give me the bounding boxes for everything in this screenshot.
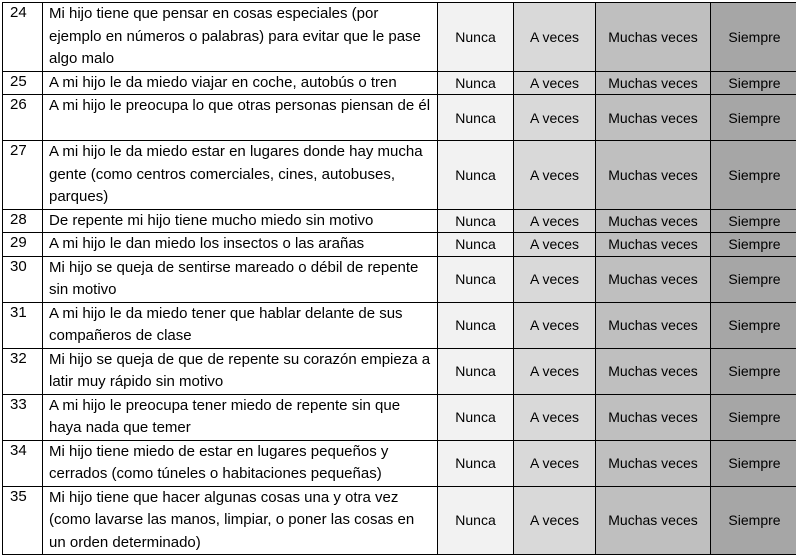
item-number: 35 (3, 486, 43, 555)
option-a-veces[interactable]: A veces (514, 209, 596, 233)
option-siempre[interactable]: Siempre (711, 233, 796, 257)
item-number: 25 (3, 71, 43, 95)
option-nunca[interactable]: Nunca (438, 348, 514, 394)
option-muchas-veces[interactable]: Muchas veces (596, 141, 711, 210)
table-row (3, 256, 796, 302)
option-siempre[interactable]: Siempre (711, 256, 796, 302)
item-statement: Mi hijo tiene que pensar en cosas especiales (por ejemplo en números o palabras) para evitar que le pase algo malo (43, 3, 438, 72)
item-number: 28 (3, 209, 43, 233)
option-muchas-veces[interactable]: Muchas veces (596, 394, 711, 440)
item-statement: A mi hijo le da miedo estar en lugares donde hay mucha gente (como centros comerciales, cines, autobuses, parques) (43, 141, 438, 210)
option-siempre[interactable]: Siempre (711, 3, 796, 72)
option-siempre[interactable]: Siempre (711, 486, 796, 555)
table-row (3, 141, 796, 210)
table-row (3, 95, 796, 141)
item-number: 32 (3, 348, 43, 394)
option-nunca[interactable]: Nunca (438, 141, 514, 210)
option-muchas-veces[interactable]: Muchas veces (596, 71, 711, 95)
option-nunca[interactable]: Nunca (438, 95, 514, 141)
item-statement: A mi hijo le da miedo viajar en coche, autobús o tren (43, 71, 438, 95)
option-nunca[interactable]: Nunca (438, 209, 514, 233)
item-statement: Mi hijo tiene que hacer algunas cosas una y otra vez (como lavarse las manos, limpiar, o poner las cosas en un orden determinado) (43, 486, 438, 555)
option-siempre[interactable]: Siempre (711, 209, 796, 233)
table-row (3, 233, 796, 257)
item-number: 30 (3, 256, 43, 302)
option-nunca[interactable]: Nunca (438, 233, 514, 257)
option-a-veces[interactable]: A veces (514, 95, 596, 141)
item-number: 27 (3, 141, 43, 210)
option-siempre[interactable]: Siempre (711, 71, 796, 95)
option-muchas-veces[interactable]: Muchas veces (596, 440, 711, 486)
table-row (3, 209, 796, 233)
option-a-veces[interactable]: A veces (514, 348, 596, 394)
option-nunca[interactable]: Nunca (438, 302, 514, 348)
table-row (3, 302, 796, 348)
item-number: 31 (3, 302, 43, 348)
item-statement: A mi hijo le da miedo tener que hablar delante de sus compañeros de clase (43, 302, 438, 348)
table-row (3, 440, 796, 486)
item-number: 24 (3, 3, 43, 72)
option-muchas-veces[interactable]: Muchas veces (596, 95, 711, 141)
item-statement: Mi hijo tiene miedo de estar en lugares pequeños y cerrados (como túneles o habitaciones pequeñas) (43, 440, 438, 486)
table-row (3, 394, 796, 440)
option-siempre[interactable]: Siempre (711, 440, 796, 486)
option-muchas-veces[interactable]: Muchas veces (596, 233, 711, 257)
option-nunca[interactable]: Nunca (438, 71, 514, 95)
item-statement: Mi hijo se queja de sentirse mareado o débil de repente sin motivo (43, 256, 438, 302)
option-siempre[interactable]: Siempre (711, 141, 796, 210)
option-a-veces[interactable]: A veces (514, 486, 596, 555)
item-statement: A mi hijo le preocupa lo que otras personas piensan de él (43, 95, 438, 141)
item-statement: Mi hijo se queja de que de repente su corazón empieza a latir muy rápido sin motivo (43, 348, 438, 394)
option-nunca[interactable]: Nunca (438, 3, 514, 72)
item-number: 26 (3, 95, 43, 141)
option-siempre[interactable]: Siempre (711, 95, 796, 141)
option-muchas-veces[interactable]: Muchas veces (596, 256, 711, 302)
option-muchas-veces[interactable]: Muchas veces (596, 348, 711, 394)
option-nunca[interactable]: Nunca (438, 486, 514, 555)
table-row (3, 71, 796, 95)
option-muchas-veces[interactable]: Muchas veces (596, 3, 711, 72)
option-muchas-veces[interactable]: Muchas veces (596, 486, 711, 555)
option-nunca[interactable]: Nunca (438, 256, 514, 302)
item-statement: A mi hijo le dan miedo los insectos o las arañas (43, 233, 438, 257)
table-row (3, 486, 796, 555)
option-a-veces[interactable]: A veces (514, 3, 596, 72)
option-a-veces[interactable]: A veces (514, 141, 596, 210)
option-siempre[interactable]: Siempre (711, 394, 796, 440)
item-number: 29 (3, 233, 43, 257)
option-siempre[interactable]: Siempre (711, 348, 796, 394)
option-a-veces[interactable]: A veces (514, 256, 596, 302)
option-siempre[interactable]: Siempre (711, 302, 796, 348)
table-row (3, 348, 796, 394)
questionnaire-table (2, 2, 796, 555)
item-statement: A mi hijo le preocupa tener miedo de repente sin que haya nada que temer (43, 394, 438, 440)
option-a-veces[interactable]: A veces (514, 233, 596, 257)
item-number: 33 (3, 394, 43, 440)
item-statement: De repente mi hijo tiene mucho miedo sin motivo (43, 209, 438, 233)
option-a-veces[interactable]: A veces (514, 440, 596, 486)
option-a-veces[interactable]: A veces (514, 71, 596, 95)
option-nunca[interactable]: Nunca (438, 440, 514, 486)
option-a-veces[interactable]: A veces (514, 394, 596, 440)
option-muchas-veces[interactable]: Muchas veces (596, 302, 711, 348)
table-row (3, 3, 796, 72)
option-muchas-veces[interactable]: Muchas veces (596, 209, 711, 233)
option-nunca[interactable]: Nunca (438, 394, 514, 440)
item-number: 34 (3, 440, 43, 486)
option-a-veces[interactable]: A veces (514, 302, 596, 348)
